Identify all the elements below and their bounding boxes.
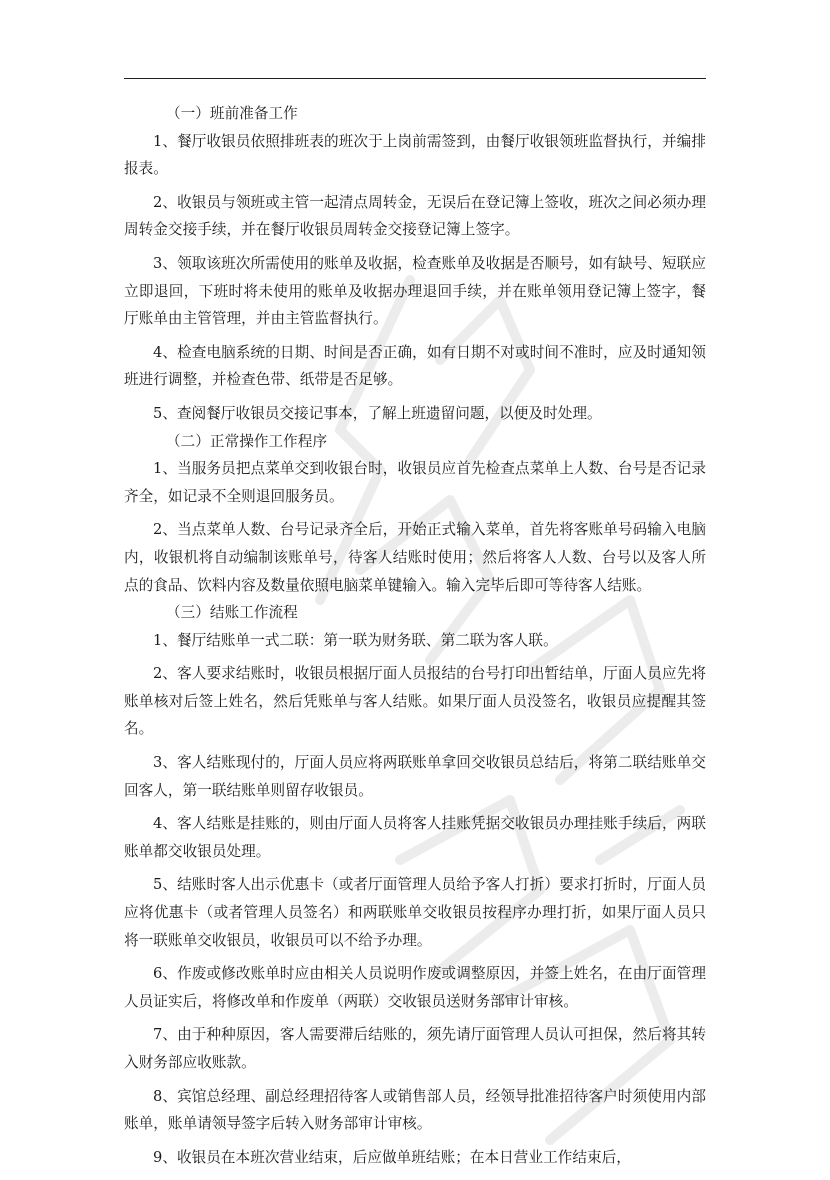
paragraph: 2、收银员与领班或主管一起清点周转金，无误后在登记簿上签收，班次之间必须办理周转金交接手续，并在餐厅收银员周转金交接登记簿上签字。 bbox=[124, 193, 706, 239]
section-heading-1: （一）班前准备工作 bbox=[166, 105, 298, 122]
paragraph: 7、由于种种原因，客人需要滞后结账的，须先请厅面管理人员认可担保，然后将其转入财务部应收账款。 bbox=[124, 1026, 706, 1071]
paragraph: 4、客人结账是挂账的，则由厅面人员将客人挂账凭据交收银员办理挂账手续后，两联账单都交收银员处理。 bbox=[124, 815, 706, 860]
paragraph: 3、客人结账现付的，厅面人员应将两联账单拿回交收银员总结后，将第二联结账单交回客人，第一联结账单则留存收银员。 bbox=[124, 754, 706, 799]
paragraph: 1、餐厅收银员依照排班表的班次于上岗前需签到，由餐厅收银领班监督执行，并编排报表。 bbox=[124, 132, 706, 178]
paragraph: 2、客人要求结账时，收银员根据厅面人员报结的台号打印出暂结单，厅面人员应先将账单核对后签上姓名，然后凭账单与客人结账。如果厅面人员没签名，收银员应提醒其签名。 bbox=[124, 665, 706, 738]
paragraph: 3、领取该班次所需使用的账单及收据，检查账单及收据是否顺号，如有缺号、短联应立即退回，下班时将未使用的账单及收据办理退回手续，并在账单领用登记簿上签字，餐厅账单由主管管理，并由主管监督执行。 bbox=[124, 254, 706, 328]
section-heading-2: （二）正常操作工作程序 bbox=[166, 432, 328, 450]
paragraph: 5、查阅餐厅收银员交接记事本，了解上班遗留问题，以便及时处理。 bbox=[153, 404, 602, 422]
paragraph: 4、检查电脑系统的日期、时间是否正确，如有日期不对或时间不准时，应及时通知领班进行调整，并检查色带、纸带是否足够。 bbox=[124, 343, 706, 389]
paragraph: 2、当点菜单人数、台号记录齐全后，开始正式输入菜单，首先将客账单号码输入电脑内，收银机将自动编制该账单号，待客人结账时使用；然后将客人人数、台号以及客人所点的食品、饮料内容及数量依照电脑菜单键输入。输入完毕后即可等待客人结账。 bbox=[124, 521, 706, 594]
paragraph: 9、收银员在本班次营业结束，后应做单班结账；在本日营业工作结束后， bbox=[153, 1148, 631, 1166]
paragraph: 5、结账时客人出示优惠卡（或者厅面管理人员给予客人打折）要求打折时，厅面人员应将优惠卡（或者管理人员签名）和两联账单交收银员按程序办理打折，如果厅面人员只将一联账单交收银员，收银员可以不给予办理。 bbox=[124, 876, 706, 949]
paragraph: 1、餐厅结账单一式二联：第一联为财务联、第二联为客人联。 bbox=[153, 631, 558, 649]
paragraph: 8、宾馆总经理、副总经理招待客人或销售部人员，经领导批准招待客户时须使用内部账单，账单请领导签字后转入财务部审计审核。 bbox=[124, 1087, 706, 1133]
header-rule bbox=[124, 78, 706, 79]
section-heading-3: （三）结账工作流程 bbox=[166, 604, 298, 622]
document-body bbox=[124, 100, 706, 1171]
paragraph: 6、作废或修改账单时应由相关人员说明作废或调整原因，并签上姓名，在由厅面管理人员证实后，将修改单和作废单（两联）交收银员送财务部审计审核。 bbox=[124, 965, 706, 1010]
paragraph: 1、当服务员把点菜单交到收银台时，收银员应首先检查点菜单上人数、台号是否记录齐全，如记录不全则退回服务员。 bbox=[124, 460, 706, 505]
